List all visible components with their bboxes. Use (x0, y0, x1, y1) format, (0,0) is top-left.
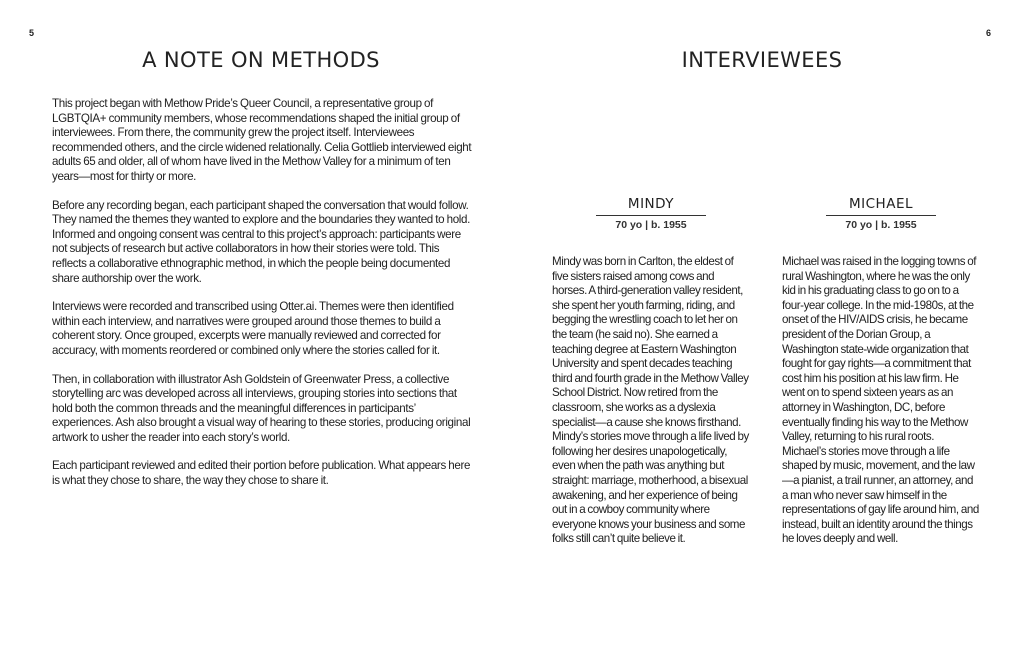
interviewee-header (782, 196, 980, 232)
interviewee-name: MINDY (627, 196, 675, 212)
methods-paragraph-5: Each participant reviewed and edited their portion before publication. What appears here is what they chose to share, the way they chose to share it. (52, 459, 471, 488)
interviewees-heading: INTERVIEWEES (681, 48, 843, 72)
interviewee-age-birth: 70 yo | b. 1955 (615, 219, 687, 231)
name-divider (596, 215, 706, 216)
methods-paragraph-4: Then, in collaboration with illustrator Ash Goldstein of Greenwater Press, a collective storytelling arc was developed across all interviews, grouping stories into sections that hold both the common threads and the meaningful differences in participants’ experiences. Ash also brought a visual way of hearing to these stories, producing original artwork to usher the reader into each story’s world. (52, 372, 471, 444)
interviewee-age-birth: 70 yo | b. 1955 (845, 219, 917, 231)
interviewee-bio: Michael was raised in the logging towns of rural Washington, where he was the only kid in his graduating class to go on to a four-year college. In the mid-1980s, at the onset of the HIV/AIDS crisis, he became president of the Dorian Group, a Washington state-wide organization that fought for gay rights—a commitment that cost him his position at his law firm. He went on to spend sixteen years as an attorney in Washington, DC, before eventually finding his way to the Methow Valley, returning to his rural roots. Michael’s stories move through a life shaped by music, movement, and the law—a pianist, a trail runner, an attorney, and a man who never saw himself in the representations of gay life around him, and instead, built an identity around the things he loves deeply and well. (782, 255, 979, 546)
methods-paragraph-3: Interviews were recorded and transcribed using Otter.ai. Themes were then identified within each interview, and narratives were grouped around those themes to build a coherent story. Once grouped, excerpts were manually reviewed and corrected for accuracy, with moments reordered or combined only where the stories called for it. (52, 300, 454, 357)
interviewee-michael (782, 196, 980, 547)
methods-body (52, 97, 472, 503)
page-number-left: 5 (29, 28, 35, 38)
methods-heading: A NOTE ON METHODS (142, 48, 380, 72)
interviewee-mindy (552, 196, 750, 547)
methods-paragraph-2: Before any recording began, each participant shaped the conversation that would follow. They named the themes they wanted to explore and the boundaries they wanted to hold. Informed and ongoing consent was central to this project’s approach: participants were not subjects of research but active collaborators in how their stories were told. This reflects a collaborative ethnographic method, in which the people being documented share authorship over the work. (52, 198, 470, 285)
name-divider (826, 215, 936, 216)
interviewee-bio: Mindy was born in Carlton, the eldest of five sisters raised among cows and horses. A third-generation valley resident, she spent her youth farming, riding, and begging the wrestling coach to let her on the team (he said no). She earned a teaching degree at Eastern Washington University and spent decades teaching third and fourth grade in the Methow Valley School District. Now retired from the classroom, she works as a dyslexia specialist—a cause she knows firsthand. Mindy’s stories move through a life lived by following her desires unapologetically, even when the path was anything but straight: marriage, motherhood, a bisexual awakening, and her experience of being out in a cowboy community where everyone knows your business and some folks still can’t quite believe it. (552, 255, 749, 546)
interviewee-header (552, 196, 750, 232)
interviewee-name: MICHAEL (849, 196, 913, 212)
methods-paragraph-1: This project began with Methow Pride’s Queer Council, a representative group of LGBTQIA+ community members, whose recommendations shaped the initial group of interviewees. From there, the community grew the project itself. Interviewees recommended others, and the circle widened relationally. Celia Gottlieb interviewed eight adults 65 and older, all of whom have lived in the Methow Valley for a minimum of ten years—most for thirty or more. (52, 97, 472, 183)
page-number-right: 6 (986, 28, 992, 38)
